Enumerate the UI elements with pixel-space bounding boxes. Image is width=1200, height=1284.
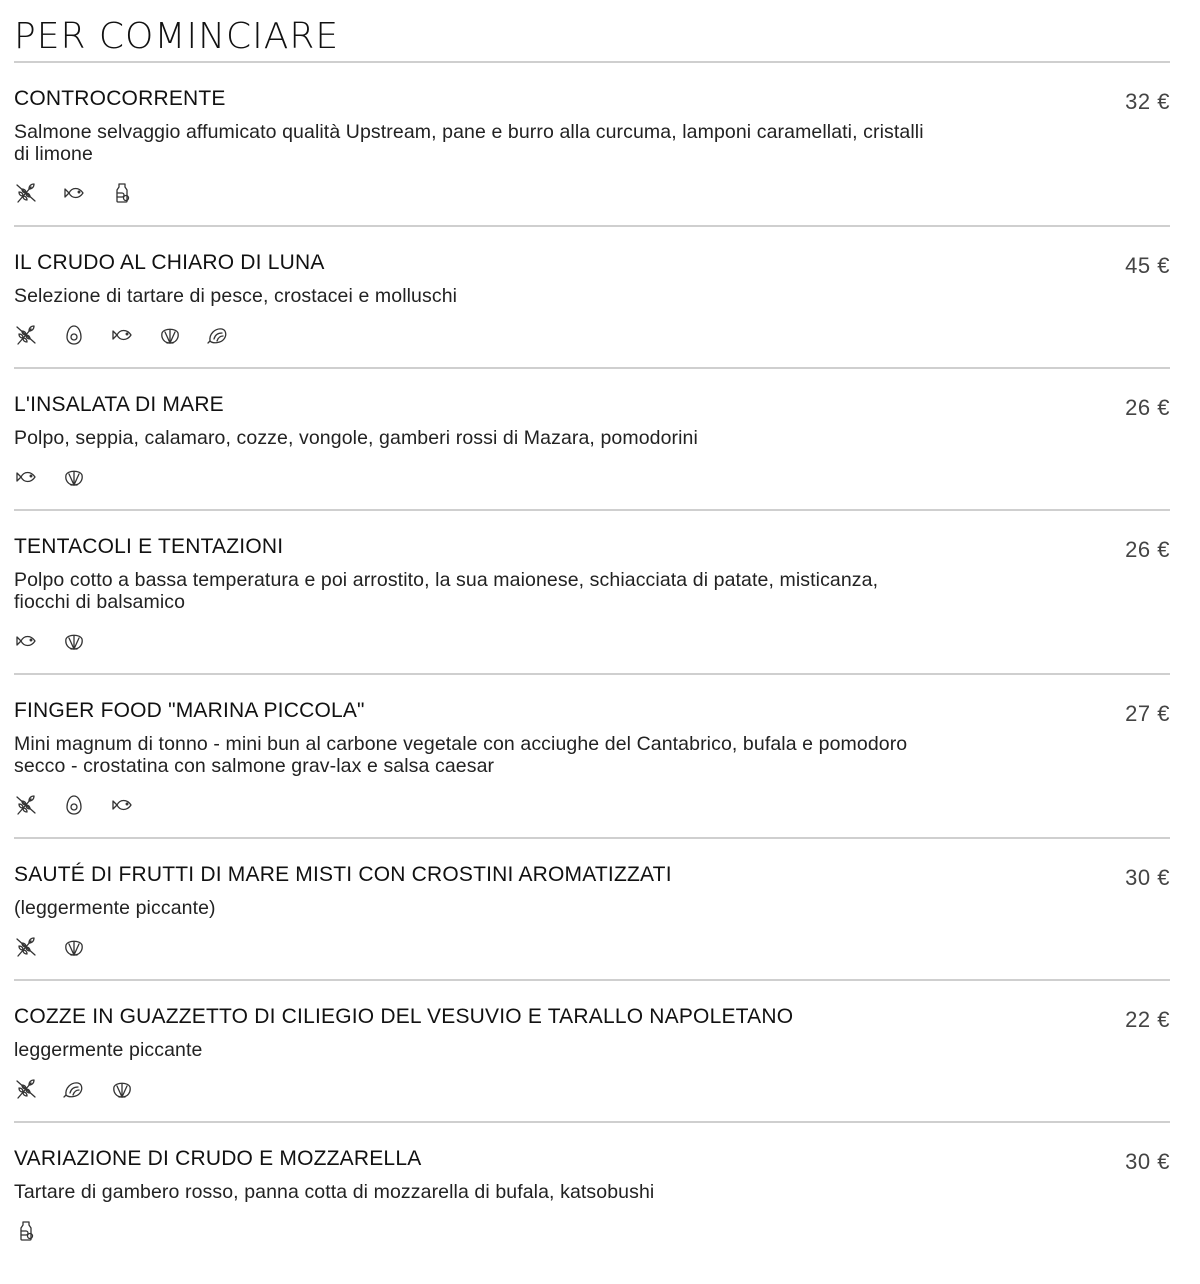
menu-item-list xyxy=(14,61,1170,1275)
item-name: TENTACOLI E TENTAZIONI xyxy=(14,535,284,558)
gluten-icon xyxy=(14,323,38,347)
allergen-icons xyxy=(14,629,1170,653)
allergen-icons xyxy=(14,465,1170,489)
gluten-icon xyxy=(14,181,38,205)
gluten-icon xyxy=(14,793,38,817)
gluten-icon xyxy=(14,1077,38,1101)
menu-page xyxy=(14,0,1170,1275)
item-description: Polpo, seppia, calamaro, cozze, vongole, gamberi rossi di Mazara, pomodorini xyxy=(14,427,698,449)
menu-item xyxy=(14,675,1170,837)
fish-icon xyxy=(110,323,134,347)
item-description: Salmone selvaggio affumicato qualità Upstream, pane e burro alla curcuma, lamponi caramellati, cristalli di limone xyxy=(14,121,924,165)
item-price: 27 € xyxy=(1125,701,1170,726)
shellfish-icon xyxy=(62,465,86,489)
allergen-icons xyxy=(14,181,1170,205)
allergen-icons xyxy=(14,1077,1170,1101)
item-description: (leggermente piccante) xyxy=(14,897,216,919)
allergen-icons xyxy=(14,793,1170,817)
shellfish-icon xyxy=(110,1077,134,1101)
menu-item xyxy=(14,839,1170,979)
item-price: 22 € xyxy=(1125,1007,1170,1032)
menu-item xyxy=(14,1123,1170,1275)
item-name: L'INSALATA DI MARE xyxy=(14,393,224,416)
item-price: 26 € xyxy=(1125,537,1170,562)
fish-icon xyxy=(110,793,134,817)
menu-item xyxy=(14,63,1170,225)
item-description: Polpo cotto a bassa temperatura e poi arrostito, la sua maionese, schiacciata di patate, misticanza, fiocchi di balsamico xyxy=(14,569,879,613)
menu-item xyxy=(14,981,1170,1121)
item-description: leggermente piccante xyxy=(14,1039,203,1061)
shellfish-icon xyxy=(158,323,182,347)
shellfish-icon xyxy=(62,935,86,959)
allergen-icons xyxy=(14,935,1170,959)
item-price: 45 € xyxy=(1125,253,1170,278)
item-description: Tartare di gambero rosso, panna cotta di mozzarella di bufala, katsobushi xyxy=(14,1181,655,1203)
mollusc-icon xyxy=(62,1077,86,1101)
item-price: 30 € xyxy=(1125,865,1170,890)
item-description: Selezione di tartare di pesce, crostacei e molluschi xyxy=(14,285,458,307)
allergen-icons xyxy=(14,1219,1170,1243)
allergen-icons xyxy=(14,323,1170,347)
item-description: Mini magnum di tonno - mini bun al carbone vegetale con acciughe del Cantabrico, bufala e pomodoro secco - crostatina con salmone grav-lax e salsa caesar xyxy=(14,733,908,777)
item-price: 32 € xyxy=(1125,89,1170,114)
shellfish-icon xyxy=(62,629,86,653)
menu-item xyxy=(14,369,1170,509)
egg-icon xyxy=(62,323,86,347)
fish-icon xyxy=(14,465,38,489)
item-price: 26 € xyxy=(1125,395,1170,420)
fish-icon xyxy=(62,181,86,205)
item-name: COZZE IN GUAZZETTO DI CILIEGIO DEL VESUVIO E TARALLO NAPOLETANO xyxy=(14,1005,794,1028)
item-price: 30 € xyxy=(1125,1149,1170,1174)
egg-icon xyxy=(62,793,86,817)
item-name: CONTROCORRENTE xyxy=(14,87,226,110)
milk-icon xyxy=(110,181,134,205)
menu-item xyxy=(14,511,1170,673)
milk-icon xyxy=(14,1219,38,1243)
item-name: IL CRUDO AL CHIARO DI LUNA xyxy=(14,251,325,274)
item-name: FINGER FOOD "MARINA PICCOLA" xyxy=(14,699,365,722)
fish-icon xyxy=(14,629,38,653)
menu-item xyxy=(14,227,1170,367)
section-title: PER COMINCIARE xyxy=(14,16,340,57)
gluten-icon xyxy=(14,935,38,959)
item-name: VARIAZIONE DI CRUDO E MOZZARELLA xyxy=(14,1147,422,1170)
item-name: SAUTÉ DI FRUTTI DI MARE MISTI CON CROSTINI AROMATIZZATI xyxy=(14,863,672,886)
mollusc-icon xyxy=(206,323,230,347)
